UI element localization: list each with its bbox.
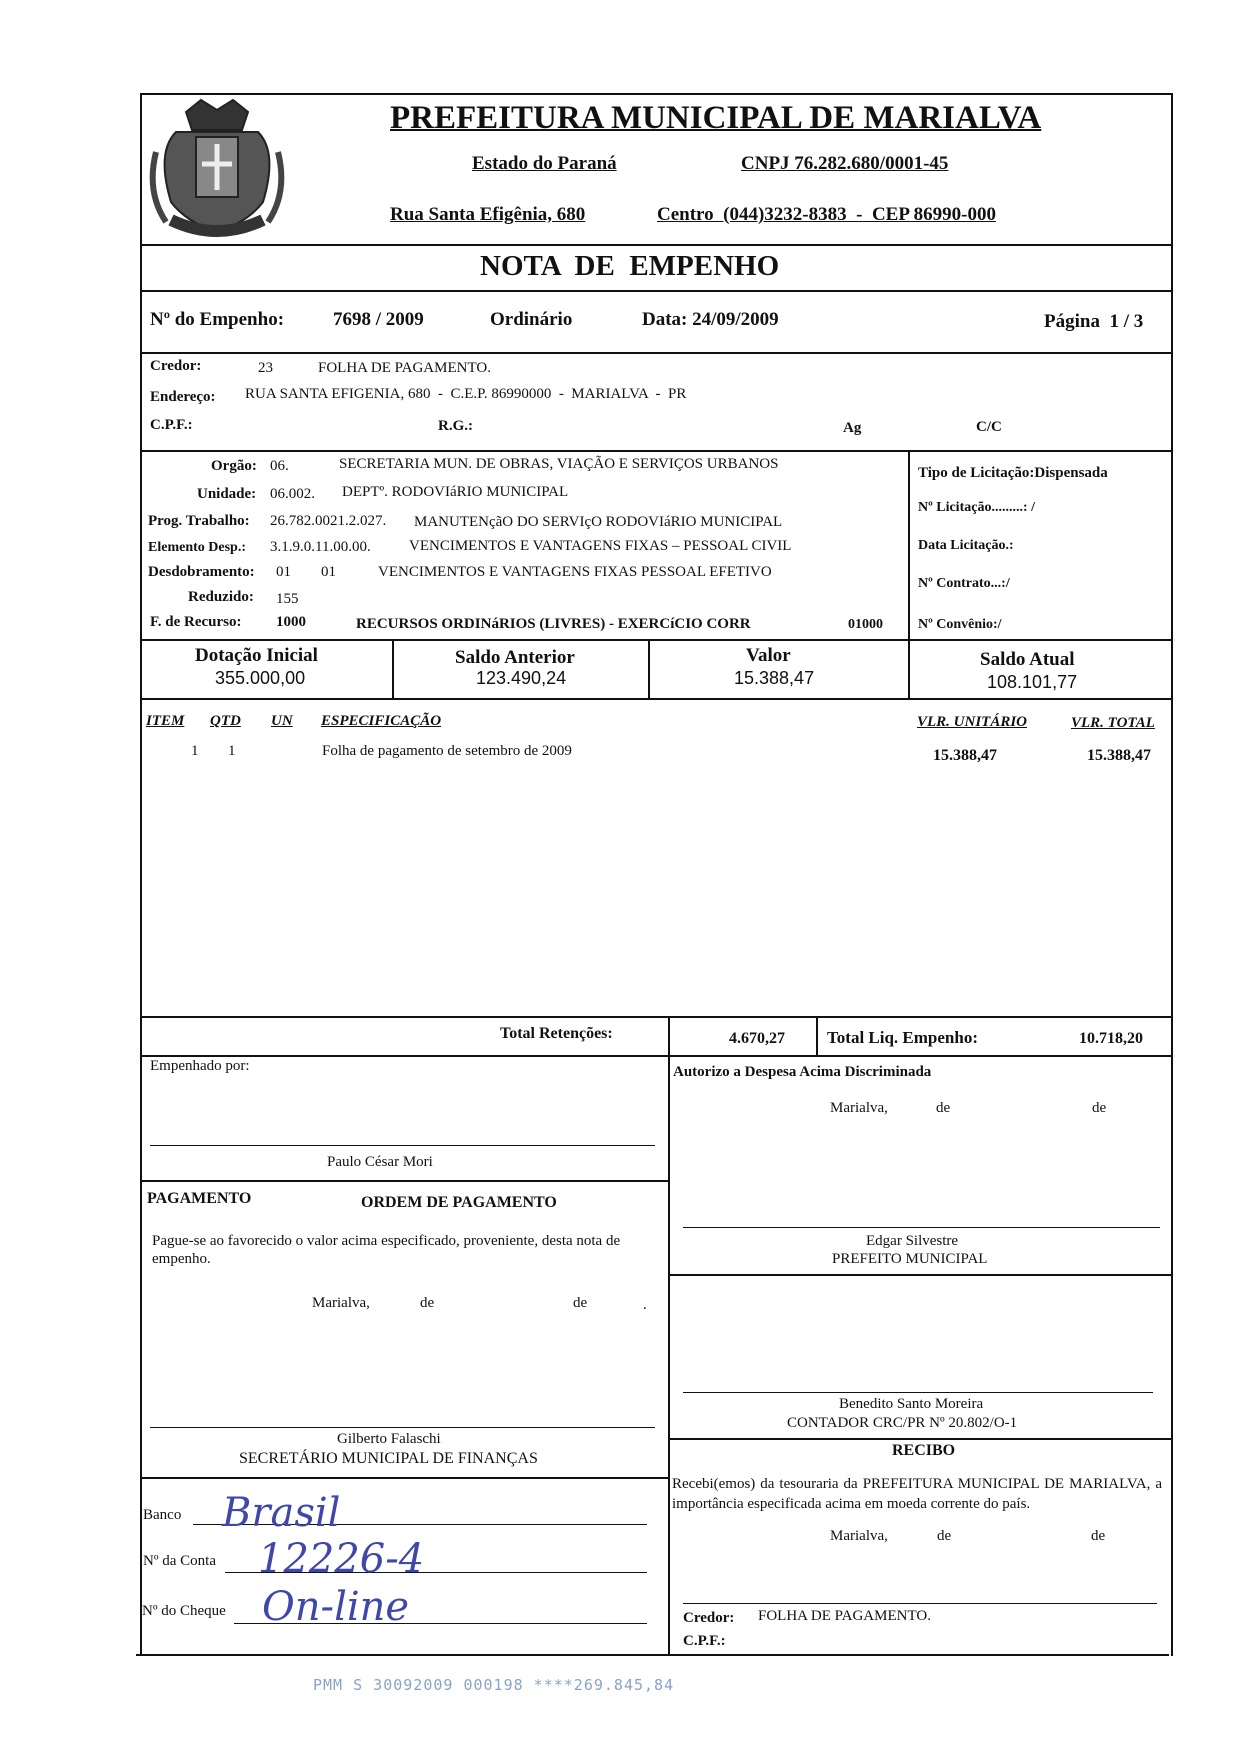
- orgao-code: 06.: [270, 458, 289, 474]
- item-column-header: ITEM: [146, 713, 185, 729]
- conta-label: Nº da Conta: [143, 1553, 216, 1569]
- credor-label: Credor:: [150, 358, 202, 374]
- credor-name: FOLHA DE PAGAMENTO.: [318, 360, 491, 376]
- cheque-label: Nº do Cheque: [142, 1603, 226, 1619]
- desdobramento-code1: 01: [276, 564, 291, 580]
- right-de-label-2: de: [1092, 1100, 1107, 1116]
- empenhado-por-label: Empenhado por:: [150, 1058, 250, 1074]
- data-licitacao: Data Licitação.:: [918, 538, 1014, 553]
- autorizo-text: Autorizo a Despesa Acima Discriminada: [673, 1064, 932, 1080]
- row-vlr-total: 15.388,47: [1087, 747, 1151, 764]
- state-label: Estado do Paraná: [472, 153, 617, 174]
- right-de-label-1: de: [936, 1100, 951, 1116]
- recibo-credor-name: FOLHA DE PAGAMENTO.: [758, 1608, 931, 1624]
- endereco-value: RUA SANTA EFIGENIA, 680 - C.E.P. 86990000 - MARIALVA - PR: [245, 386, 687, 402]
- row-vlr-unitario: 15.388,47: [933, 747, 997, 764]
- recibo-text: Recebi(emos) da tesouraria da PREFEITURA MUNICIPAL DE MARIALVA, a importância especificada acima em moeda corrente do país.: [672, 1476, 1162, 1512]
- orgao-label: Orgão:: [211, 458, 257, 474]
- contador-name: Benedito Santo Moreira: [839, 1396, 984, 1412]
- secretario-title: SECRETÁRIO MUNICIPAL DE FINANÇAS: [239, 1450, 538, 1467]
- unidade-label: Unidade:: [197, 486, 257, 502]
- saldo-anterior-label: Saldo Anterior: [455, 647, 575, 668]
- contact-label: Centro (044)3232-8383 - CEP 86990-000: [657, 204, 996, 225]
- endereco-label: Endereço:: [150, 389, 216, 405]
- cheque-handwritten: On-line: [262, 1584, 410, 1630]
- prog-name: MANUTENçãO DO SERVIçO RODOVIáRIO MUNICIPAL: [414, 514, 783, 530]
- ordem-pagamento-label: ORDEM DE PAGAMENTO: [361, 1194, 557, 1211]
- pague-se-text: Pague-se ao favorecido o valor acima especificado, proveniente, desta nota de empenho.: [152, 1233, 621, 1267]
- dotacao-value: 355.000,00: [215, 668, 306, 688]
- elemento-label: Elemento Desp.:: [148, 540, 246, 555]
- dotacao-label: Dotação Inicial: [195, 645, 318, 666]
- right-marialva-label: Marialva,: [830, 1100, 888, 1116]
- total-retencoes-value: 4.670,27: [729, 1030, 785, 1047]
- page-number: Página 1 / 3: [1044, 311, 1144, 332]
- numero-convenio: Nº Convênio:/: [918, 617, 1002, 632]
- banco-label: Banco: [143, 1507, 182, 1523]
- document-type-title: NOTA DE EMPENHO: [480, 250, 780, 282]
- rg-label: R.G.:: [438, 418, 473, 434]
- recibo-de-label-1: de: [937, 1528, 952, 1544]
- dot-label: .: [643, 1297, 647, 1313]
- desdobramento-code2: 01: [321, 564, 336, 580]
- recibo-cpf-label: C.P.F.:: [683, 1633, 726, 1649]
- cc-label: C/C: [976, 419, 1002, 435]
- empenho-number-label: Nº do Empenho:: [150, 309, 285, 330]
- numero-contrato: Nº Contrato...:/: [918, 576, 1010, 591]
- especificacao-column-header: ESPECIFICAÇÃO: [321, 713, 442, 729]
- contador-title: CONTADOR CRC/PR Nº 20.802/O-1: [787, 1415, 1018, 1431]
- cnpj-label: CNPJ 76.282.680/0001-45: [741, 153, 949, 174]
- credor-code: 23: [258, 360, 273, 376]
- coat-of-arms-icon: [146, 92, 288, 242]
- document-header-title: PREFEITURA MUNICIPAL DE MARIALVA: [390, 100, 1042, 136]
- prog-label: Prog. Trabalho:: [148, 513, 250, 529]
- conta-handwritten: 12226-4: [258, 1536, 425, 1582]
- empenhado-por-name: Paulo César Mori: [327, 1154, 433, 1170]
- elemento-code: 3.1.9.0.11.00.00.: [270, 539, 371, 555]
- de-label-1: de: [420, 1295, 435, 1311]
- row-item: 1: [191, 743, 199, 759]
- valor-label: Valor: [746, 645, 791, 666]
- valor-value: 15.388,47: [734, 668, 815, 688]
- recibo-title: RECIBO: [892, 1442, 956, 1459]
- recurso-code2: 01000: [848, 617, 883, 632]
- qtd-column-header: QTD: [210, 713, 241, 729]
- total-liquido-label: Total Liq. Empenho:: [827, 1028, 978, 1047]
- tipo-licitacao: Tipo de Licitação:Dispensada: [918, 465, 1108, 481]
- pagamento-label: PAGAMENTO: [147, 1190, 252, 1207]
- recibo-marialva-label: Marialva,: [830, 1528, 888, 1544]
- desdobramento-name: VENCIMENTOS E VANTAGENS FIXAS PESSOAL EFETIVO: [378, 564, 772, 580]
- empenho-type: Ordinário: [490, 309, 573, 330]
- numero-licitacao: Nº Licitação.........: /: [918, 500, 1035, 515]
- recurso-label: F. de Recurso:: [150, 614, 242, 630]
- address-label: Rua Santa Efigênia, 680: [390, 204, 586, 225]
- un-column-header: UN: [271, 713, 293, 729]
- vlr-total-column-header: VLR. TOTAL: [1071, 715, 1155, 731]
- unidade-name: DEPTº. RODOVIáRIO MUNICIPAL: [342, 484, 569, 500]
- vlr-unitario-column-header: VLR. UNITÁRIO: [917, 714, 1028, 730]
- desdobramento-label: Desdobramento:: [148, 564, 255, 580]
- marialva-label: Marialva,: [312, 1295, 370, 1311]
- total-retencoes-label: Total Retenções:: [500, 1025, 613, 1042]
- empenho-date: Data: 24/09/2009: [642, 309, 779, 330]
- unidade-code: 06.002.: [270, 486, 315, 502]
- recurso-code: 1000: [276, 614, 306, 630]
- saldo-anterior-value: 123.490,24: [476, 668, 567, 688]
- de-label-2: de: [573, 1295, 588, 1311]
- cpf-label: C.P.F.:: [150, 417, 193, 433]
- elemento-name: VENCIMENTOS E VANTAGENS FIXAS – PESSOAL CIVIL: [409, 538, 792, 554]
- prefeito-name: Edgar Silvestre: [866, 1233, 959, 1249]
- printer-stamp: PMM S 30092009 000198 ****269.845,84: [313, 1676, 675, 1694]
- recibo-credor-label: Credor:: [683, 1610, 735, 1626]
- empenho-number: 7698 / 2009: [333, 309, 424, 330]
- total-liquido-value: 10.718,20: [1079, 1030, 1143, 1047]
- banco-handwritten: Brasil: [222, 1490, 341, 1536]
- orgao-name: SECRETARIA MUN. DE OBRAS, VIAÇÃO E SERVIÇOS URBANOS: [339, 456, 779, 472]
- ag-label: Ag: [843, 420, 862, 436]
- prefeito-title: PREFEITO MUNICIPAL: [832, 1251, 988, 1267]
- prog-code: 26.782.0021.2.027.: [270, 513, 387, 529]
- reduzido-label: Reduzido:: [188, 589, 254, 605]
- row-qtd: 1: [228, 743, 236, 759]
- saldo-atual-value: 108.101,77: [987, 672, 1078, 692]
- row-especificacao: Folha de pagamento de setembro de 2009: [322, 743, 572, 759]
- reduzido-value: 155: [276, 591, 299, 607]
- secretario-name: Gilberto Falaschi: [337, 1431, 441, 1447]
- saldo-atual-label: Saldo Atual: [980, 649, 1075, 670]
- recurso-name: RECURSOS ORDINáRIOS (LIVRES) - EXERCíCIO CORR: [356, 616, 751, 632]
- recibo-de-label-2: de: [1091, 1528, 1106, 1544]
